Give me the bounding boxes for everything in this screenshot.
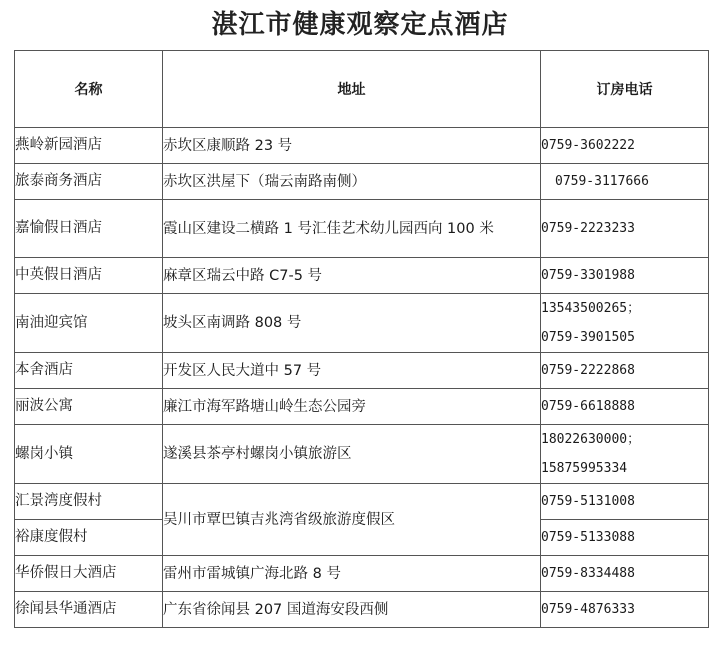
booking-phone: 13543500265；	[541, 301, 641, 316]
hotel-name: 螺岗小镇	[15, 425, 163, 484]
hotel-name: 丽波公寓	[15, 389, 163, 425]
hotel-name: 华侨假日大酒店	[15, 556, 163, 592]
hotel-address: 廉江市海军路塘山岭生态公园旁	[163, 389, 541, 425]
hotel-address: 麻章区瑞云中路 C7-5 号	[163, 258, 541, 294]
hotel-name: 旅泰商务酒店	[15, 164, 163, 200]
hotel-address: 赤坎区洪屋下（瑞云南路南侧）	[163, 164, 541, 200]
booking-phone: 0759-3602222	[541, 128, 709, 164]
booking-phone: 0759-6618888	[541, 389, 709, 425]
hotel-address: 赤坎区康顺路 23 号	[163, 128, 541, 164]
booking-phone-cell	[541, 425, 709, 484]
booking-phone: 0759-2222868	[541, 353, 709, 389]
booking-phone: 0759-8334488	[541, 556, 709, 592]
table-row	[15, 164, 709, 200]
booking-phone: 0759-4876333	[541, 592, 709, 628]
table-row	[15, 592, 709, 628]
hotel-address: 遂溪县茶亭村螺岗小镇旅游区	[163, 425, 541, 484]
booking-phone-cell	[541, 294, 709, 353]
booking-phone: 0759-3301988	[541, 258, 709, 294]
column-header-phone: 订房电话	[541, 51, 709, 128]
hotel-table	[14, 50, 709, 628]
hotel-name: 南油迎宾馆	[15, 294, 163, 353]
table-row	[15, 200, 709, 258]
table-row	[15, 258, 709, 294]
hotel-name: 裕康度假村	[15, 520, 163, 556]
booking-phone: 18022630000；	[541, 432, 641, 447]
table-row	[15, 425, 709, 484]
table-header-row	[15, 51, 709, 128]
hotel-address: 广东省徐闻县 207 国道海安段西侧	[163, 592, 541, 628]
hotel-name: 徐闻县华通酒店	[15, 592, 163, 628]
hotel-name: 汇景湾度假村	[15, 484, 163, 520]
booking-phone: 0759-5133088	[541, 520, 709, 556]
table-row	[15, 294, 709, 353]
hotel-address: 霞山区建设二横路 1 号汇佳艺术幼儿园西向 100 米	[163, 200, 541, 258]
hotel-address: 雷州市雷城镇广海北路 8 号	[163, 556, 541, 592]
hotel-address: 开发区人民大道中 57 号	[163, 353, 541, 389]
booking-phone: 0759-5131008	[541, 484, 709, 520]
page-title: 湛江市健康观察定点酒店	[211, 10, 509, 40]
table-row	[15, 484, 709, 520]
column-header-address: 地址	[163, 51, 541, 128]
booking-phone: 0759-3117666	[541, 164, 709, 200]
column-header-name: 名称	[15, 51, 163, 128]
table-row	[15, 128, 709, 164]
booking-phone: 0759-3901505	[541, 330, 635, 345]
table-row	[15, 389, 709, 425]
hotel-name: 本舍酒店	[15, 353, 163, 389]
hotel-address: 吴川市覃巴镇吉兆湾省级旅游度假区	[163, 484, 541, 556]
table-row	[15, 353, 709, 389]
hotel-name: 嘉愉假日酒店	[15, 200, 163, 258]
hotel-name: 燕岭新园酒店	[15, 128, 163, 164]
hotel-name: 中英假日酒店	[15, 258, 163, 294]
booking-phone: 15875995334	[541, 461, 628, 476]
booking-phone: 0759-2223233	[541, 200, 709, 258]
table-row	[15, 556, 709, 592]
hotel-address: 坡头区南调路 808 号	[163, 294, 541, 353]
